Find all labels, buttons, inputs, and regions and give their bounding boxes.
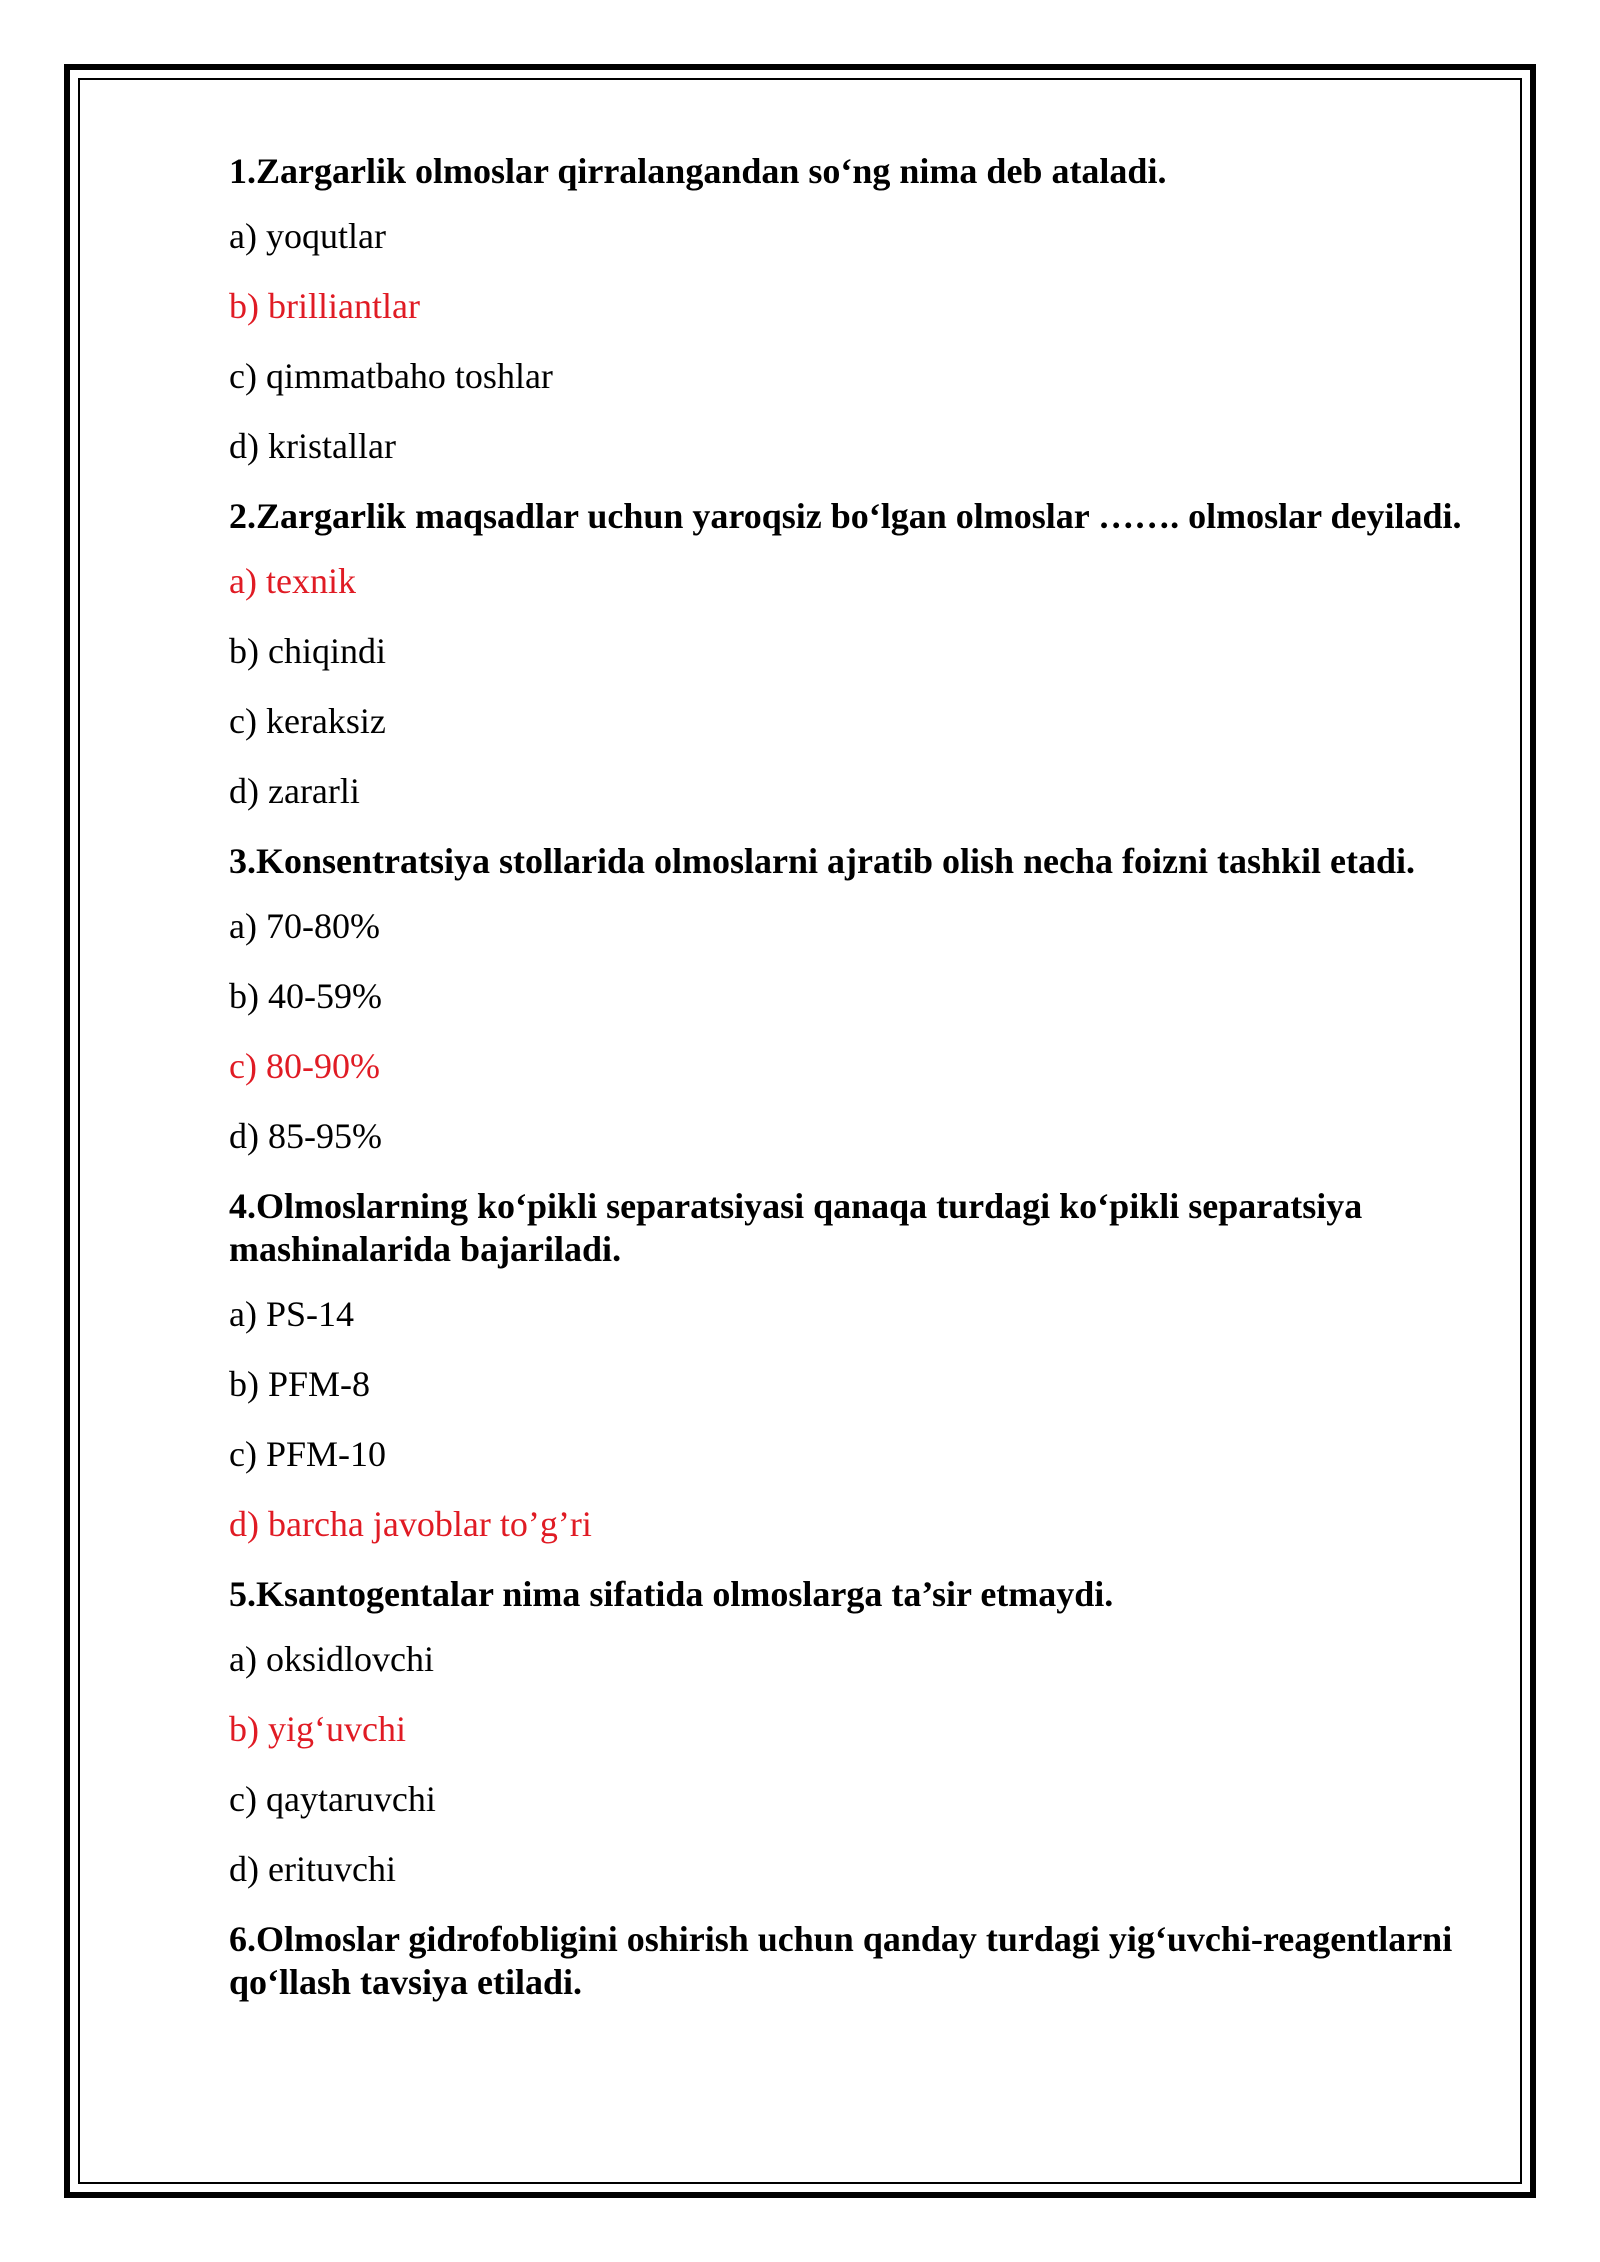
question-4-option-a: a) PS-14 xyxy=(229,1294,354,1334)
question-2-option-d: d) zararli xyxy=(229,771,360,811)
question-4-option-c: c) PFM-10 xyxy=(229,1434,387,1474)
question-3: 3.Konsentratsiya stollarida olmoslarni ajratib olish necha foizni tashkil etadi. xyxy=(229,841,1416,881)
question-4: 4.Olmoslarning ko‘pikli separatsiyasi qanaqa turdagi ko‘pikli separatsiya mashinalarida bajariladi. xyxy=(229,1186,1363,1269)
question-5-option-c: c) qaytaruvchi xyxy=(229,1779,436,1819)
question-1-option-a: a) yoqutlar xyxy=(229,216,386,256)
question-4-option-b: b) PFM-8 xyxy=(229,1364,371,1404)
question-3-option-c-correct: c) 80-90% xyxy=(229,1046,380,1086)
question-5: 5.Ksantogentalar nima sifatida olmoslarga ta’sir etmaydi. xyxy=(229,1574,1114,1614)
question-6: 6.Olmoslar gidrofobligini oshirish uchun qanday turdagi yig‘uvchi-reagentlarni qo‘llash tavsiya etiladi. xyxy=(229,1919,1453,2002)
question-3-option-d: d) 85-95% xyxy=(229,1116,382,1156)
question-1-option-d: d) kristallar xyxy=(229,426,396,466)
question-3-option-b: b) 40-59% xyxy=(229,976,382,1016)
question-5-option-b-correct: b) yig‘uvchi xyxy=(229,1709,406,1749)
question-2-option-b: b) chiqindi xyxy=(229,631,386,671)
question-1-option-b-correct: b) brilliantlar xyxy=(229,286,420,326)
question-2: 2.Zargarlik maqsadlar uchun yaroqsiz bo‘lgan olmoslar ……. olmoslar deyiladi. xyxy=(229,496,1462,536)
question-5-option-a: a) oksidlovchi xyxy=(229,1639,434,1679)
quiz-content xyxy=(229,150,1489,2026)
question-1-option-c: c) qimmatbaho toshlar xyxy=(229,356,553,396)
question-3-option-a: a) 70-80% xyxy=(229,906,380,946)
question-2-option-c: c) keraksiz xyxy=(229,701,386,741)
question-2-option-a-correct: a) texnik xyxy=(229,561,356,601)
question-1: 1.Zargarlik olmoslar qirralangandan so‘ng nima deb ataladi. xyxy=(229,151,1167,191)
question-5-option-d: d) erituvchi xyxy=(229,1849,396,1889)
question-4-option-d-correct: d) barcha javoblar to’g’ri xyxy=(229,1504,592,1544)
